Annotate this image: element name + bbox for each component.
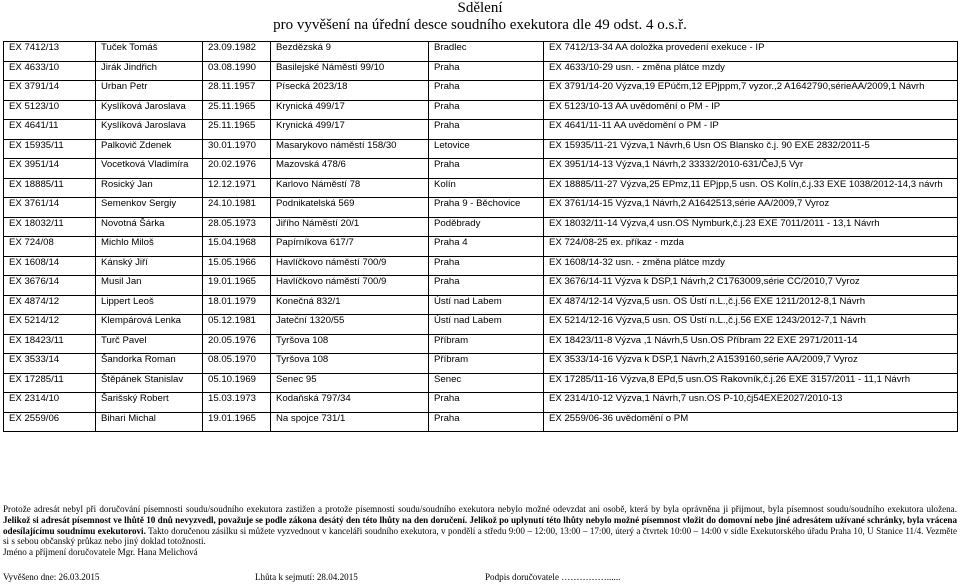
document-description-cell: EX 17285/11-16 Výzva,8 EPd,5 usn.OS Rakovník,č.j.26 EXE 3157/2011 - 11,1 Návrh xyxy=(544,373,958,393)
city-cell: Poděbrady xyxy=(429,217,544,237)
case-number-cell: EX 7412/13 xyxy=(4,42,96,62)
table-row xyxy=(4,373,958,393)
table-row xyxy=(4,81,958,101)
birth-date-cell: 19.01.1965 xyxy=(203,276,271,296)
page-footer xyxy=(3,572,957,584)
street-address-cell: Basilejské Náměstí 99/10 xyxy=(271,61,429,81)
case-number-cell: EX 15935/11 xyxy=(4,139,96,159)
debtor-name-cell: Turč Pavel xyxy=(96,334,203,354)
debtor-name-cell: Michlo Miloš xyxy=(96,237,203,257)
street-address-cell: Papírníkova 617/7 xyxy=(271,237,429,257)
note-text-bold: Jelikož si adresát písemnost ve lhůtě 10 dnů nevyzvedl, považuje se podle zákona desátý den této lhůty na den doručení. Jelikož po uplynutí této lhůty nebylo možné písemnost vložit do domovní nebo jiné adresátem užívané schránky, byla vrácena odesílajícímu soudnímu exekutorovi. xyxy=(3,514,957,536)
document-description-cell: EX 4641/11-11 AA uvědomění o PM - IP xyxy=(544,120,958,140)
birth-date-cell: 28.11.1957 xyxy=(203,81,271,101)
street-address-cell: Krynická 499/17 xyxy=(271,100,429,120)
debtor-name-cell: Jirák Jindřich xyxy=(96,61,203,81)
page-header xyxy=(0,0,960,34)
birth-date-cell: 15.03.1973 xyxy=(203,393,271,413)
street-address-cell: Na spojce 731/1 xyxy=(271,412,429,432)
document-description-cell: EX 4874/12-14 Výzva,5 usn. OS Ústí n.L.,č.j.56 EXE 1211/2012-8,1 Návrh xyxy=(544,295,958,315)
removal-deadline: Lhůta k sejmutí: 28.04.2015 xyxy=(255,572,358,582)
table-row xyxy=(4,334,958,354)
birth-date-cell: 05.10.1969 xyxy=(203,373,271,393)
street-address-cell: Kodaňská 797/34 xyxy=(271,393,429,413)
table-row xyxy=(4,139,958,159)
table-row xyxy=(4,393,958,413)
case-number-cell: EX 17285/11 xyxy=(4,373,96,393)
street-address-cell: Jateční 1320/55 xyxy=(271,315,429,335)
case-number-cell: EX 4641/11 xyxy=(4,120,96,140)
city-cell: Praha xyxy=(429,61,544,81)
document-description-cell: EX 18032/11-14 Výzva,4 usn.OS Nymburk,č.j.23 EXE 7011/2011 - 13,1 Návrh xyxy=(544,217,958,237)
city-cell: Senec xyxy=(429,373,544,393)
notice-table-body xyxy=(4,42,958,432)
page-subtitle: pro vyvěšení na úřední desce soudního exekutora dle 49 odst. 4 o.s.ř. xyxy=(273,17,687,33)
debtor-name-cell: Vocetková Vladimíra xyxy=(96,159,203,179)
street-address-cell: Karlovo Náměstí 78 xyxy=(271,178,429,198)
debtor-name-cell: Tuček Tomáš xyxy=(96,42,203,62)
case-number-cell: EX 5214/12 xyxy=(4,315,96,335)
document-description-cell: EX 3951/14-13 Výzva,1 Návrh,2 33332/2010-631/ČeJ,5 Vyr xyxy=(544,159,958,179)
birth-date-cell: 20.02.1976 xyxy=(203,159,271,179)
table-row xyxy=(4,100,958,120)
debtor-name-cell: Palkovič Zdenek xyxy=(96,139,203,159)
city-cell: Praha xyxy=(429,100,544,120)
debtor-name-cell: Kyslíková Jaroslava xyxy=(96,100,203,120)
debtor-name-cell: Lippert Leoš xyxy=(96,295,203,315)
street-address-cell: Mazovská 478/6 xyxy=(271,159,429,179)
case-number-cell: EX 3761/14 xyxy=(4,198,96,218)
delivery-note xyxy=(3,504,957,558)
document-description-cell: EX 724/08-25 ex. příkaz - mzda xyxy=(544,237,958,257)
document-description-cell: EX 3761/14-15 Výzva,1 Návrh,2 A1642513,série AA/2009,7 Vyroz xyxy=(544,198,958,218)
debtor-name-cell: Urban Petr xyxy=(96,81,203,101)
debtor-name-cell: Šarišský Robert xyxy=(96,393,203,413)
table-row xyxy=(4,412,958,432)
note-signature: Jméno a příjmení doručovatele Mgr. Hana Melichová xyxy=(3,547,198,558)
table-row xyxy=(4,159,958,179)
table-row xyxy=(4,178,958,198)
document-description-cell: EX 3533/14-16 Výzva k DSP,1 Návrh,2 A1539160,série AA/2009,7 Vyroz xyxy=(544,354,958,374)
debtor-name-cell: Musil Jan xyxy=(96,276,203,296)
document-description-cell: EX 2314/10-12 Výzva,1 Návrh,7 usn.OS P-10,čj54EXE2027/2010-13 xyxy=(544,393,958,413)
city-cell: Praha 4 xyxy=(429,237,544,257)
street-address-cell: Havlíčkovo náměstí 700/9 xyxy=(271,276,429,296)
debtor-name-cell: Kánský Jiří xyxy=(96,256,203,276)
birth-date-cell: 18.01.1979 xyxy=(203,295,271,315)
city-cell: Bradlec xyxy=(429,42,544,62)
debtor-name-cell: Šandorka Roman xyxy=(96,354,203,374)
birth-date-cell: 23.09.1982 xyxy=(203,42,271,62)
table-row xyxy=(4,256,958,276)
birth-date-cell: 05.12.1981 xyxy=(203,315,271,335)
street-address-cell: Tyršova 108 xyxy=(271,354,429,374)
case-number-cell: EX 4874/12 xyxy=(4,295,96,315)
case-number-cell: EX 5123/10 xyxy=(4,100,96,120)
city-cell: Letovice xyxy=(429,139,544,159)
debtor-name-cell: Štěpánek Stanislav xyxy=(96,373,203,393)
street-address-cell: Jiřího Náměstí 20/1 xyxy=(271,217,429,237)
table-row xyxy=(4,295,958,315)
document-description-cell: EX 7412/13-34 AA doložka provedení exekuce - IP xyxy=(544,42,958,62)
birth-date-cell: 15.04.1968 xyxy=(203,237,271,257)
debtor-name-cell: Klempárová Lenka xyxy=(96,315,203,335)
street-address-cell: Tyršova 108 xyxy=(271,334,429,354)
case-number-cell: EX 724/08 xyxy=(4,237,96,257)
street-address-cell: Bezdězská 9 xyxy=(271,42,429,62)
case-number-cell: EX 4633/10 xyxy=(4,61,96,81)
case-number-cell: EX 18885/11 xyxy=(4,178,96,198)
street-address-cell: Havlíčkovo náměstí 700/9 xyxy=(271,256,429,276)
document-description-cell: EX 5123/10-13 AA uvědomění o PM - IP xyxy=(544,100,958,120)
document-description-cell: EX 18885/11-27 Výzva,25 EPmz,11 EPjpp,5 usn. OS Kolín,č.j.33 EXE 1038/2012-14,3 návrh xyxy=(544,178,958,198)
table-row xyxy=(4,315,958,335)
city-cell: Praha xyxy=(429,412,544,432)
document-description-cell: EX 4633/10-29 usn. - změna plátce mzdy xyxy=(544,61,958,81)
birth-date-cell: 08.05.1970 xyxy=(203,354,271,374)
document-description-cell: EX 5214/12-16 Výzva,5 usn. OS Ústí n.L.,č.j.56 EXE 1243/2012-7,1 Návrh xyxy=(544,315,958,335)
note-text-2: Takto doručenou zásilku si můžete vyzvednout v kanceláři soudního exekutora, v pondělí a středu 9:00 – 12:00, 13:00 – 17:00, úterý a čtvrtek 10:00 – 14:00 v sídle Exekutorského úřadu Praha 10, U Stanice 11/4. Vezměte si s sebou občanský průkaz nebo jiný doklad totožnosti. xyxy=(3,525,957,547)
case-number-cell: EX 3676/14 xyxy=(4,276,96,296)
case-number-cell: EX 3951/14 xyxy=(4,159,96,179)
page-title: Sdělení xyxy=(457,0,503,16)
case-number-cell: EX 2314/10 xyxy=(4,393,96,413)
posted-date: Vyvěšeno dne: 26.03.2015 xyxy=(3,572,100,582)
document-description-cell: EX 15935/11-21 Výzva,1 Návrh,6 Usn OS Blansko č.j. 90 EXE 2832/2011-5 xyxy=(544,139,958,159)
city-cell: Ústí nad Labem xyxy=(429,315,544,335)
debtor-name-cell: Novotná Šárka xyxy=(96,217,203,237)
table-row xyxy=(4,42,958,62)
courier-signature: Podpis doručovatele ……………...... xyxy=(485,572,621,582)
table-row xyxy=(4,237,958,257)
table-row xyxy=(4,276,958,296)
street-address-cell: Krynická 499/17 xyxy=(271,120,429,140)
city-cell: Praha xyxy=(429,393,544,413)
city-cell: Praha xyxy=(429,81,544,101)
birth-date-cell: 24.10.1981 xyxy=(203,198,271,218)
document-description-cell: EX 18423/11-8 Výzva ,1 Návrh,5 Usn.OS Příbram 22 EXE 2971/2011-14 xyxy=(544,334,958,354)
birth-date-cell: 28.05.1973 xyxy=(203,217,271,237)
city-cell: Praha xyxy=(429,159,544,179)
birth-date-cell: 20.05.1976 xyxy=(203,334,271,354)
city-cell: Příbram xyxy=(429,354,544,374)
case-number-cell: EX 18423/11 xyxy=(4,334,96,354)
birth-date-cell: 25.11.1965 xyxy=(203,100,271,120)
case-number-cell: EX 1608/14 xyxy=(4,256,96,276)
street-address-cell: Písecká 2023/18 xyxy=(271,81,429,101)
case-number-cell: EX 18032/11 xyxy=(4,217,96,237)
document-description-cell: EX 1608/14-32 usn. - změna plátce mzdy xyxy=(544,256,958,276)
table-row xyxy=(4,120,958,140)
birth-date-cell: 03.08.1990 xyxy=(203,61,271,81)
street-address-cell: Masarykovo náměstí 158/30 xyxy=(271,139,429,159)
notice-table xyxy=(3,41,958,432)
birth-date-cell: 25.11.1965 xyxy=(203,120,271,140)
table-row xyxy=(4,198,958,218)
street-address-cell: Podnikatelská 569 xyxy=(271,198,429,218)
city-cell: Kolín xyxy=(429,178,544,198)
city-cell: Praha xyxy=(429,256,544,276)
document-description-cell: EX 3791/14-20 Výzva,19 EPúčm,12 EPjppm,7 vyzor.,2 A1642790,sérieAA/2009,1 Návrh xyxy=(544,81,958,101)
case-number-cell: EX 3791/14 xyxy=(4,81,96,101)
document-description-cell: EX 3676/14-11 Výzva k DSP,1 Návrh,2 C1763009,série CC/2010,7 Vyroz xyxy=(544,276,958,296)
debtor-name-cell: Kyslíková Jaroslava xyxy=(96,120,203,140)
birth-date-cell: 19.01.1965 xyxy=(203,412,271,432)
birth-date-cell: 12.12.1971 xyxy=(203,178,271,198)
case-number-cell: EX 2559/06 xyxy=(4,412,96,432)
city-cell: Praha xyxy=(429,276,544,296)
document-description-cell: EX 2559/06-36 uvědomění o PM xyxy=(544,412,958,432)
city-cell: Praha xyxy=(429,120,544,140)
street-address-cell: Senec 95 xyxy=(271,373,429,393)
debtor-name-cell: Semenkov Sergiy xyxy=(96,198,203,218)
table-row xyxy=(4,217,958,237)
birth-date-cell: 30.01.1970 xyxy=(203,139,271,159)
city-cell: Praha 9 - Běchovice xyxy=(429,198,544,218)
street-address-cell: Konečná 832/1 xyxy=(271,295,429,315)
debtor-name-cell: Rosický Jan xyxy=(96,178,203,198)
city-cell: Ústí nad Labem xyxy=(429,295,544,315)
city-cell: Příbram xyxy=(429,334,544,354)
debtor-name-cell: Bihari Michal xyxy=(96,412,203,432)
birth-date-cell: 15.05.1966 xyxy=(203,256,271,276)
case-number-cell: EX 3533/14 xyxy=(4,354,96,374)
table-row xyxy=(4,354,958,374)
note-text-1: Protože adresát nebyl při doručování písemnosti soudu/soudního exekutora zastižen a protože písemnosti soudu/soudního exekutora nebylo možné odevzdat ani osobě, která by byla oprávněna ji přijmout, byla písemnost soudu/soudního exekutora uložena. xyxy=(3,504,957,514)
table-row xyxy=(4,61,958,81)
